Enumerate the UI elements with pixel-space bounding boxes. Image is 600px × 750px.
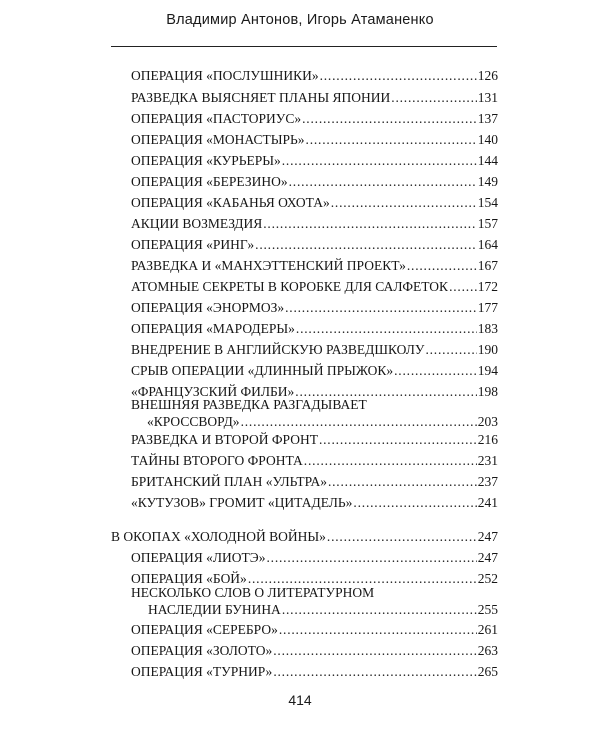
entry-title: ОПЕРАЦИЯ «КУРЬЕРЫ» [131,153,281,168]
entry-page-number: 255 [477,602,498,617]
entry-title: В ОКОПАХ «ХОЛОДНОЙ ВОЙНЫ» [111,529,326,544]
entry-page-number: 157 [477,216,498,231]
entry-title: РАЗВЕДКА И ВТОРОЙ ФРОНТ [131,432,318,447]
entry-title: ОПЕРАЦИЯ «ЗОЛОТО» [131,643,273,658]
entry-page-number: 131 [477,90,498,105]
toc-entry [131,152,498,169]
entry-title: АКЦИИ ВОЗМЕЗДИЯ [131,216,263,231]
toc-entry [131,642,498,659]
toc-entry [131,663,498,680]
entry-title-line1: ВНЕШНЯЯ РАЗВЕДКА РАЗГАДЫВАЕТ [131,397,367,412]
entry-title: АТОМНЫЕ СЕКРЕТЫ В КОРОБКЕ ДЛЯ САЛФЕТОК [131,279,449,294]
toc-entry [131,89,498,106]
toc-entry [131,621,498,638]
leader-dots [394,362,477,379]
entry-title-line2: НАСЛЕДИИ БУНИНА [148,602,281,617]
toc-entry [131,173,498,190]
running-header: Владимир Антонов, Игорь Атаманенко [166,12,434,28]
leader-dots [282,152,477,169]
leader-dots [273,642,477,659]
leader-dots [282,601,477,618]
entry-page-number: 265 [477,664,498,679]
entry-title: ОПЕРАЦИЯ «БЕРЕЗИНО» [131,174,288,189]
toc-entry [131,584,498,618]
entry-title: ОПЕРАЦИЯ «ПАСТОРИУС» [131,111,302,126]
toc-entry [131,194,498,211]
entry-title: ОПЕРАЦИЯ «ЭНОРМОЗ» [131,300,285,315]
toc-entry [131,131,498,148]
entry-page-number: 167 [477,258,498,273]
entry-title: «ФРАНЦУЗСКИЙ ФИЛБИ» [131,384,295,399]
toc-entry [131,362,498,379]
entry-title: ОПЕРАЦИЯ «ПОСЛУШНИКИ» [131,68,319,83]
leader-dots [331,194,477,211]
entry-title: ОПЕРАЦИЯ «МАРОДЕРЫ» [131,321,295,336]
entry-page-number: 194 [477,363,498,378]
toc-entry [131,452,498,469]
leader-dots [306,131,477,148]
entry-title: РАЗВЕДКА И «МАНХЭТТЕНСКИЙ ПРОЕКТ» [131,258,406,273]
toc-entry [131,396,498,430]
entry-page-number: 237 [477,474,498,489]
entry-title-line2: «КРОССВОРД» [147,414,240,429]
leader-dots [241,413,477,430]
entry-page-number: 261 [477,622,498,637]
toc-entry [131,110,498,127]
entry-title: ОПЕРАЦИЯ «МОНАСТЫРЬ» [131,132,305,147]
entry-page-number: 247 [477,529,498,544]
entry-page-number: 231 [477,453,498,468]
leader-dots [320,67,477,84]
entry-page-number: 198 [477,384,498,399]
entry-page-number: 263 [477,643,498,658]
leader-dots [273,663,476,680]
leader-dots [304,452,477,469]
entry-page-number: 247 [477,550,498,565]
leader-dots [328,473,477,490]
entry-title: СРЫВ ОПЕРАЦИИ «ДЛИННЫЙ ПРЫЖОК» [131,363,394,378]
entry-page-number: 144 [477,153,498,168]
toc-entry [131,67,498,84]
leader-dots [319,431,477,448]
entry-title: ОПЕРАЦИЯ «ЛИОТЭ» [131,550,266,565]
leader-dots [449,278,477,295]
entry-page-number: 164 [477,237,498,252]
toc-entry [131,473,498,490]
leader-dots [279,621,477,638]
entry-title: ОПЕРАЦИЯ «БОЙ» [131,571,247,586]
toc-entry [131,320,498,337]
toc-section-heading [111,528,498,545]
toc-entry [131,299,498,316]
toc-entry [131,549,498,566]
toc-entry [131,494,498,511]
toc-entry [131,341,498,358]
entry-page-number: 149 [477,174,498,189]
toc-entry [131,215,498,232]
entry-page-number: 183 [477,321,498,336]
toc-entry [131,236,498,253]
entry-page-number: 241 [477,495,498,510]
entry-page-number: 252 [477,571,498,586]
entry-page-number: 126 [477,68,498,83]
entry-title: ОПЕРАЦИЯ «РИНГ» [131,237,255,252]
entry-title: БРИТАНСКИЙ ПЛАН «УЛЬТРА» [131,474,327,489]
entry-page-number: 154 [477,195,498,210]
entry-page-number: 137 [477,111,498,126]
toc-entry [131,431,498,448]
leader-dots [296,320,477,337]
entry-title: РАЗВЕДКА ВЫЯСНЯЕТ ПЛАНЫ ЯПОНИИ [131,90,391,105]
leader-dots [327,528,477,545]
page-number: 414 [288,692,312,708]
leader-dots [302,110,477,127]
entry-page-number: 140 [477,132,498,147]
toc-entry [131,257,498,274]
entry-title: ВНЕДРЕНИЕ В АНГЛИЙСКУЮ РАЗВЕДШКОЛУ [131,342,425,357]
leader-dots [263,215,477,232]
leader-dots [353,494,476,511]
leader-dots [266,549,476,566]
entry-title: ОПЕРАЦИЯ «СЕРЕБРО» [131,622,278,637]
leader-dots [255,236,477,253]
entry-page-number: 190 [477,342,498,357]
leader-dots [425,341,476,358]
leader-dots [289,173,477,190]
entry-title: ТАЙНЫ ВТОРОГО ФРОНТА [131,453,303,468]
entry-title: ОПЕРАЦИЯ «ТУРНИР» [131,664,273,679]
toc-entry [131,278,498,295]
entry-page-number: 216 [477,432,498,447]
entry-page-number: 172 [477,279,498,294]
entry-title: «КУТУЗОВ» ГРОМИТ «ЦИТАДЕЛЬ» [131,495,353,510]
leader-dots [391,89,476,106]
entry-title: ОПЕРАЦИЯ «КАБАНЬЯ ОХОТА» [131,195,330,210]
leader-dots [407,257,477,274]
entry-page-number: 177 [477,300,498,315]
entry-page-number: 203 [477,414,498,429]
leader-dots [285,299,477,316]
entry-title-line1: НЕСКОЛЬКО СЛОВ О ЛИТЕРАТУРНОМ [131,585,375,600]
